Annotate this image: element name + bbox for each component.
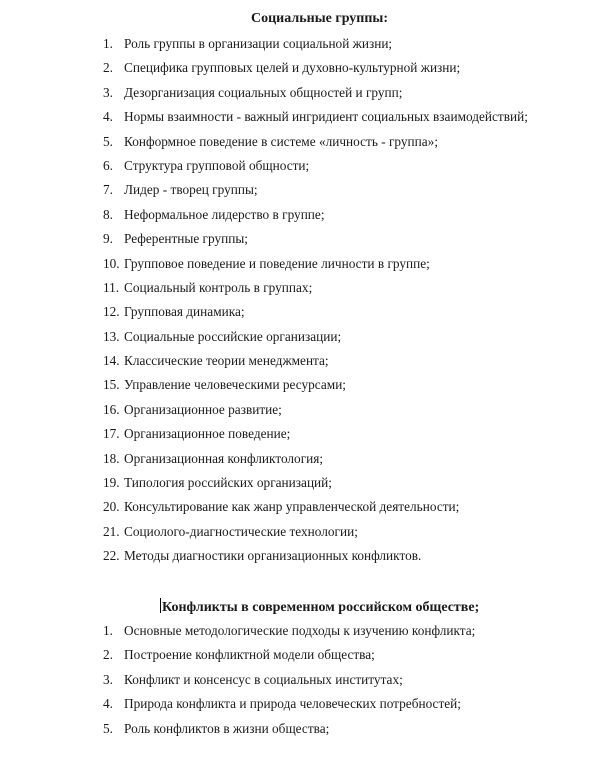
- item-number: 5.: [103, 720, 113, 736]
- item-number: 14.: [103, 353, 120, 369]
- item-number: 8.: [103, 206, 113, 222]
- item-text: Социальные российские организации;: [124, 328, 342, 344]
- item-text: Референтные группы;: [124, 231, 248, 247]
- item-number: 11.: [103, 279, 120, 295]
- item-number: 4.: [103, 696, 113, 712]
- item-text: Дезорганизация социальных общностей и групп;: [124, 84, 403, 100]
- item-text: Организационное поведение;: [124, 426, 291, 442]
- item-number: 18.: [103, 450, 120, 466]
- item-number: 7.: [103, 182, 113, 198]
- item-text: Структура групповой общности;: [124, 157, 310, 173]
- item-number: 12.: [103, 304, 120, 320]
- item-number: 2.: [103, 60, 113, 76]
- item-text: Организационная конфликтология;: [124, 450, 324, 466]
- item-text: Классические теории менеджмента;: [124, 353, 329, 369]
- item-text: Роль группы в организации социальной жизни;: [124, 36, 393, 51]
- item-number: 20.: [103, 499, 120, 515]
- item-text: Социальный контроль в группах;: [124, 279, 313, 295]
- item-number: 21.: [103, 523, 120, 539]
- item-number: 1.: [103, 623, 113, 638]
- item-text: Типология российских организаций;: [124, 475, 332, 491]
- item-text: Управление человеческими ресурсами;: [124, 377, 347, 393]
- item-text: Основные методологические подходы к изучению конфликта;: [124, 623, 476, 638]
- item-text: Нормы взаимности - важный ингридиент социальных взаимодействий;: [124, 109, 528, 125]
- item-text: Роль конфликтов в жизни общества;: [124, 720, 330, 736]
- item-text: Методы диагностики организационных конфликтов.: [124, 548, 422, 564]
- item-text: Лидер - творец группы;: [124, 182, 258, 198]
- item-number: 13.: [103, 328, 120, 344]
- item-text: Построение конфликтной модели общества;: [124, 647, 375, 663]
- item-text: Неформальное лидерство в группе;: [124, 206, 325, 222]
- item-number: 4.: [103, 109, 113, 125]
- item-number: 3.: [103, 84, 113, 100]
- item-number: 5.: [103, 133, 113, 149]
- item-text: Групповое поведение и поведение личности в группе;: [124, 255, 430, 271]
- item-number: 9.: [103, 231, 113, 247]
- item-text: Социолого-диагностические технологии;: [124, 523, 358, 539]
- item-text: Консультирование как жанр управленческой деятельности;: [124, 499, 460, 515]
- item-text: Природа конфликта и природа человеческих потребностей;: [124, 696, 461, 712]
- item-number: 19.: [103, 475, 120, 491]
- item-number: 17.: [103, 426, 120, 442]
- item-number: 22.: [103, 548, 120, 564]
- item-number: 16.: [103, 401, 120, 417]
- item-text: Конформное поведение в системе «личность - группа»;: [124, 133, 439, 149]
- item-number: 6.: [103, 157, 113, 173]
- section-title-social-groups: Социальные группы:: [251, 11, 389, 26]
- item-text: Специфика групповых целей и духовно-культурной жизни;: [124, 60, 461, 76]
- item-number: 10.: [103, 255, 120, 271]
- item-text: Конфликт и консенсус в социальных институтах;: [124, 671, 403, 687]
- item-number: 1.: [103, 36, 113, 51]
- section-title-conflicts[interactable]: [160, 598, 479, 617]
- item-number: 2.: [103, 647, 113, 663]
- section-title-conflicts-text: Конфликты в современном российском обществе;: [162, 600, 480, 615]
- text-cursor: [160, 598, 161, 613]
- item-number: 3.: [103, 671, 113, 687]
- item-number: 15.: [103, 377, 120, 393]
- item-text: Организационное развитие;: [124, 401, 282, 417]
- item-text: Групповая динамика;: [124, 304, 245, 320]
